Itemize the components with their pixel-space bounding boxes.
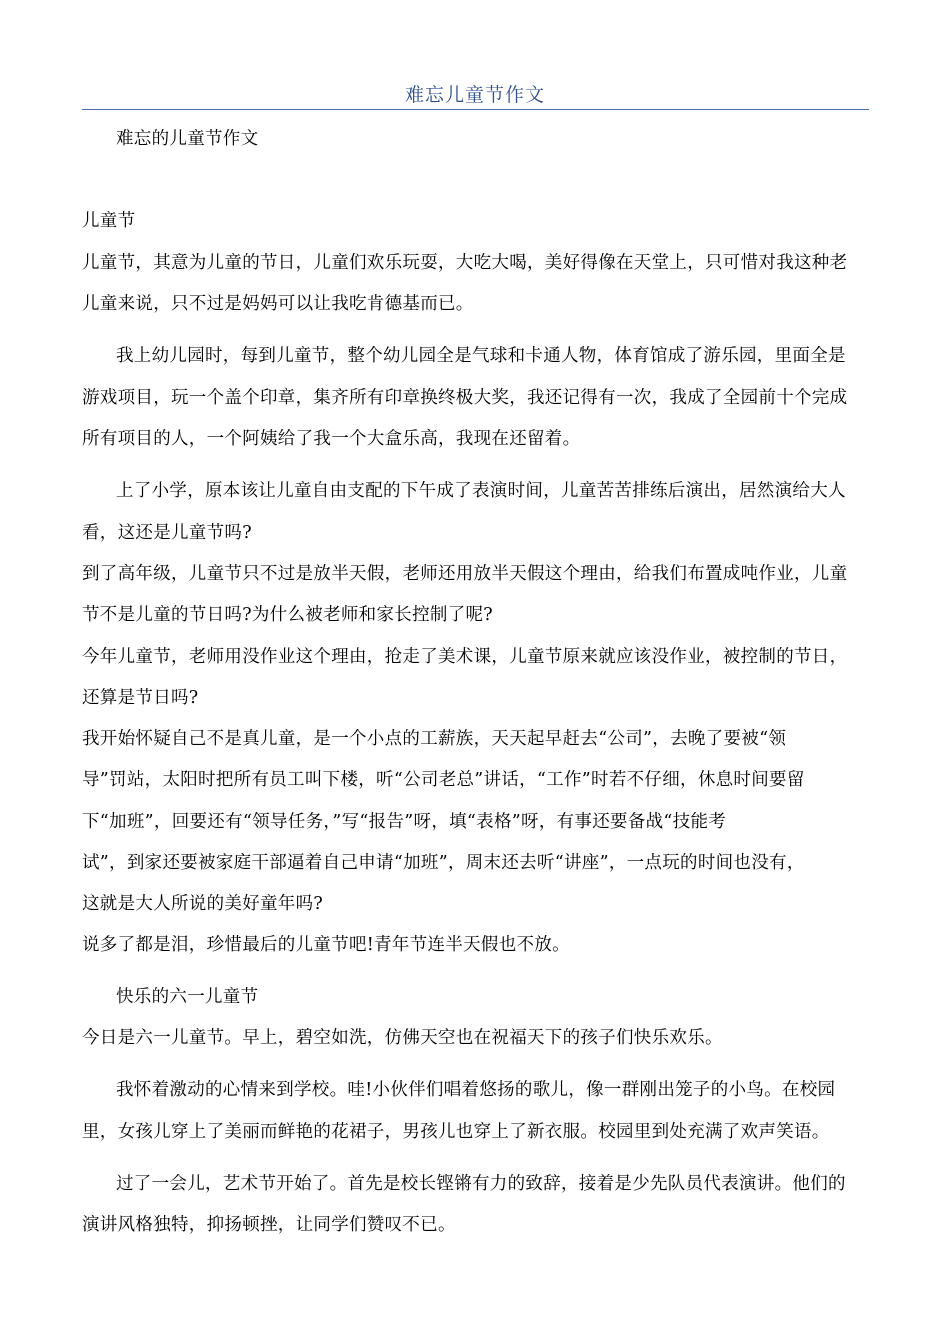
paragraph-line: 试”，到家还要被家庭干部逼着自己申请“加班”，周末还去听“讲座”，一点玩的时间也没有， (82, 853, 805, 873)
paragraph-line: 我上幼儿园时，每到儿童节，整个幼儿园全是气球和卡通人物，体育馆成了游乐园，里面全是 (116, 346, 846, 366)
section-heading: 儿童节 (82, 211, 136, 231)
paragraph-line: 导”罚站，太阳时把所有员工叫下楼，听“公司老总”讲话，“工作”时若不仔细，休息时间要留 (82, 770, 805, 790)
section-heading: 快乐的六一儿童节 (116, 987, 259, 1007)
paragraph-line: 我怀着激动的心情来到学校。哇!小伙伴们唱着悠扬的歌儿，像一群刚出笼子的小鸟。在校园 (116, 1080, 836, 1100)
paragraph-line: 所有项目的人，一个阿姨给了我一个大盒乐高，我现在还留着。 (82, 429, 581, 449)
paragraph-line: 游戏项目，玩一个盖个印章，集齐所有印章换终极大奖，我还记得有一次，我成了全园前十个完成 (82, 388, 848, 408)
paragraph-line: 演讲风格独特，抑扬顿挫，让同学们赞叹不已。 (82, 1215, 456, 1235)
paragraph-line: 说多了都是泪，珍惜最后的儿童节吧!青年节连半天假也不放。 (82, 935, 570, 955)
header-divider (82, 109, 869, 110)
subtitle-line: 难忘的儿童节作文 (116, 129, 259, 149)
paragraph-line: 下“加班”，回要还有“领导任务，”写“报告”呀，填“表格”呀，有事还要备战“技能考 (82, 812, 727, 832)
paragraph-line: 里，女孩儿穿上了美丽而鲜艳的花裙子，男孩儿也穿上了新衣服。校园里到处充满了欢声笑语。 (82, 1122, 830, 1142)
paragraph-line: 过了一会儿，艺术节开始了。首先是校长铿锵有力的致辞，接着是少先队员代表演讲。他们的 (116, 1174, 846, 1194)
paragraph-line: 今年儿童节，老师用没作业这个理由，抢走了美术课，儿童节原来就应该没作业，被控制的节日， (82, 647, 848, 667)
paragraph-line: 今日是六一儿童节。早上，碧空如洗，仿佛天空也在祝福天下的孩子们快乐欢乐。 (82, 1028, 723, 1048)
paragraph-line: 还算是节日吗? (82, 688, 199, 708)
paragraph-line: 儿童来说，只不过是妈妈可以让我吃肯德基而已。 (82, 294, 474, 314)
paragraph-line: 看，这还是儿童节吗? (82, 523, 252, 543)
paragraph-line: 上了小学，原本该让儿童自由支配的下午成了表演时间，儿童苦苦排练后演出，居然演给大人 (116, 481, 846, 501)
paragraph-line: 我开始怀疑自己不是真儿童，是一个小点的工薪族，天天起早赶去“公司”，去晚了要被“领 (82, 729, 787, 749)
page-header-title: 难忘儿童节作文 (404, 84, 545, 106)
paragraph-line: 这就是大人所说的美好童年吗? (82, 894, 324, 914)
paragraph-line: 节不是儿童的节日吗?为什么被老师和家长控制了呢? (82, 605, 493, 625)
paragraph-line: 儿童节，其意为儿童的节日，儿童们欢乐玩耍，大吃大喝，美好得像在天堂上，只可惜对我这种老 (82, 253, 848, 273)
paragraph-line: 到了高年级，儿童节只不过是放半天假，老师还用放半天假这个理由，给我们布置成吨作业，儿童 (82, 564, 848, 584)
